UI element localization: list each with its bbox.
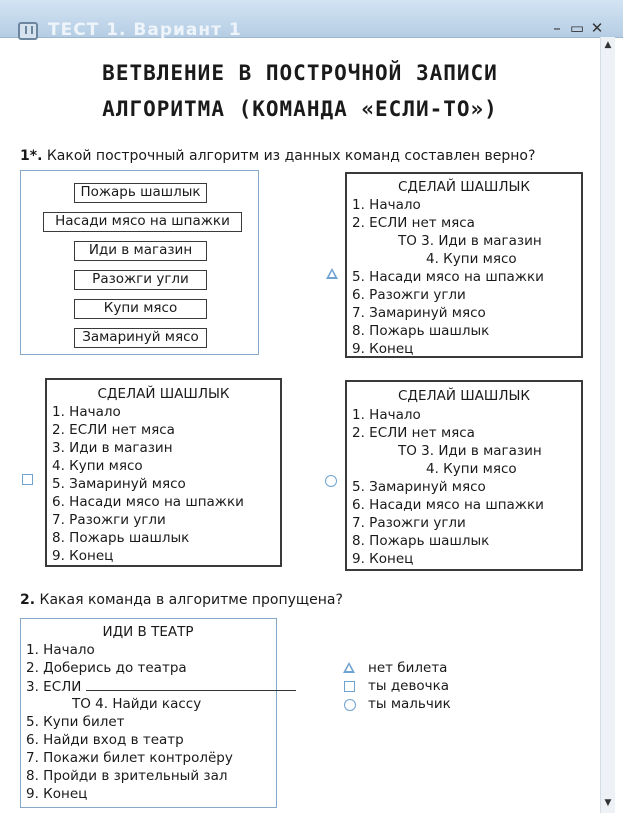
algorithm-line: 9. Конец	[26, 786, 88, 802]
algorithm-line: 8. Пожарь шашлык	[352, 323, 490, 339]
algorithm-line: ТО 3. Иди в магазин	[398, 443, 542, 459]
heading-line-2: АЛГОРИТМА (КОМАНДА «ЕСЛИ-ТО»)	[102, 97, 498, 121]
algorithm-line: 2. ЕСЛИ нет мяса	[52, 422, 175, 438]
algorithm-line: 5. Насади мясо на шпажки	[352, 269, 544, 285]
option-title: СДЕЛАЙ ШАШЛЫК	[97, 386, 230, 402]
theatre-algorithm-box	[20, 618, 277, 808]
question-2-number: 2.	[20, 592, 36, 608]
command-card: Разожги угли	[74, 270, 207, 290]
scroll-down-icon[interactable]: ▼	[604, 798, 612, 808]
option-title: СДЕЛАЙ ШАШЛЫК	[397, 179, 531, 195]
command-card: Купи мясо	[74, 299, 207, 319]
answer-option[interactable]: нет билета	[368, 660, 448, 676]
command-card: Иди в магазин	[74, 241, 207, 261]
vertical-scrollbar[interactable]	[600, 37, 615, 813]
algorithm-line: 1. Начало	[352, 197, 421, 213]
algorithm-line: 6. Разожги угли	[352, 287, 466, 303]
heading-line-1: ВЕТВЛЕНИЕ В ПОСТРОЧНОЙ ЗАПИСИ	[102, 61, 498, 85]
option-square-box	[45, 378, 282, 567]
window-titlebar	[0, 0, 623, 38]
algorithm-line: 1. Начало	[352, 407, 421, 423]
triangle-answer-marker[interactable]	[343, 662, 355, 673]
commands-box	[20, 170, 259, 355]
square-answer-marker[interactable]	[344, 681, 355, 692]
algorithm-title: ИДИ В ТЕАТР	[102, 624, 194, 640]
algorithm-line: 7. Замаринуй мясо	[352, 305, 486, 321]
question-1-text: Какой построчный алгоритм из данных команд составлен верно?	[46, 148, 536, 164]
question-1	[20, 148, 535, 164]
algorithm-line: 4. Купи мясо	[426, 461, 517, 477]
minimize-button[interactable]: –	[553, 19, 561, 37]
algorithm-line: 8. Пожарь шашлык	[52, 530, 190, 546]
option-triangle-box	[345, 172, 583, 358]
algorithm-line: 7. Разожги угли	[52, 512, 166, 528]
algorithm-line: 6. Насади мясо на шпажки	[52, 494, 244, 510]
scroll-up-icon[interactable]: ▲	[604, 40, 612, 50]
question-2-text: Какая команда в алгоритме пропущена?	[39, 592, 343, 608]
algorithm-line: 5. Замаринуй мясо	[352, 479, 486, 495]
algorithm-line-text: 3. ЕСЛИ	[26, 679, 82, 695]
question-1-number: 1*.	[20, 148, 43, 164]
circle-answer-marker[interactable]	[344, 699, 356, 711]
algorithm-line: 5. Купи билет	[26, 714, 125, 730]
answer-option[interactable]: ты девочка	[368, 678, 450, 694]
algorithm-line: 2. Доберись до театра	[26, 660, 187, 676]
algorithm-line: 9. Конец	[352, 341, 414, 357]
algorithm-line: ТО 4. Найди кассу	[72, 696, 202, 712]
answer-option[interactable]: ты мальчик	[368, 696, 451, 712]
algorithm-line: 5. Замаринуй мясо	[52, 476, 186, 492]
question-2	[20, 592, 343, 608]
algorithm-line: 8. Пройди в зрительный зал	[26, 768, 228, 784]
algorithm-line: 4. Купи мясо	[426, 251, 517, 267]
restore-button[interactable]: ▭	[569, 19, 585, 37]
command-card: Пожарь шашлык	[74, 183, 207, 203]
algorithm-line: 2. ЕСЛИ нет мяса	[352, 425, 475, 441]
command-card: Замаринуй мясо	[74, 328, 207, 348]
algorithm-line: 6. Насади мясо на шпажки	[352, 497, 544, 513]
command-card: Насади мясо на шпажки	[43, 212, 242, 232]
algorithm-line: 9. Конец	[352, 551, 414, 567]
algorithm-line: ТО 3. Иди в магазин	[398, 233, 542, 249]
document-page	[0, 37, 600, 813]
algorithm-line: 8. Пожарь шашлык	[352, 533, 490, 549]
algorithm-line: 7. Разожги угли	[352, 515, 466, 531]
window-title: ТЕСТ 1. Вариант 1	[48, 20, 242, 40]
circle-option-marker[interactable]	[325, 475, 337, 487]
option-title: СДЕЛАЙ ШАШЛЫК	[397, 388, 531, 404]
option-circle-box	[345, 380, 583, 571]
algorithm-line: 2. ЕСЛИ нет мяса	[352, 215, 475, 231]
algorithm-line: 1. Начало	[26, 642, 95, 658]
algorithm-line	[26, 678, 296, 695]
missing-command-blank[interactable]	[86, 678, 296, 691]
algorithm-line: 1. Начало	[52, 404, 121, 420]
algorithm-line: 6. Найди вход в театр	[26, 732, 184, 748]
algorithm-line: 7. Покажи билет контролёру	[26, 750, 233, 766]
algorithm-line: 3. Иди в магазин	[52, 440, 173, 456]
triangle-option-marker[interactable]	[326, 268, 338, 279]
algorithm-line: 4. Купи мясо	[52, 458, 143, 474]
algorithm-line: 9. Конец	[52, 548, 114, 564]
square-option-marker[interactable]	[22, 474, 33, 485]
close-button[interactable]: ✕	[590, 19, 604, 37]
